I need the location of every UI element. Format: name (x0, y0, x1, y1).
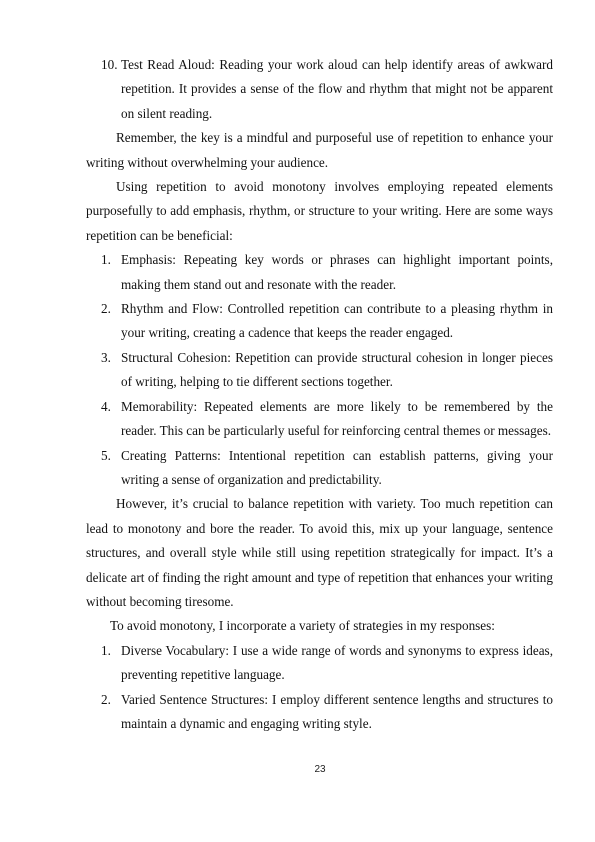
list-item-number: 5. (101, 447, 111, 463)
numbered-list-benefits (86, 248, 553, 492)
list-item-number: 4. (101, 398, 111, 414)
list-item-text: Memorability: Repeated elements are more likely to be remembered by the reader. This can be particularly useful for reinforcing central themes or messages. (121, 398, 553, 439)
list-item-number: 2. (101, 301, 111, 317)
list-item (86, 53, 553, 126)
list-item (86, 346, 553, 395)
list-item (86, 688, 553, 737)
document-page (86, 53, 553, 736)
list-item (86, 297, 553, 346)
list-item-number: 1. (101, 252, 111, 268)
page-number: 23 (314, 764, 326, 775)
list-item-text: Diverse Vocabulary: I use a wide range of words and synonyms to express ideas, preventing repetitive language. (121, 642, 553, 683)
list-item-number: 2. (101, 691, 111, 707)
paragraph-remember: Remember, the key is a mindful and purposeful use of repetition to enhance your writing without overwhelming your audience. (86, 130, 553, 170)
list-item (86, 444, 553, 493)
list-item-text: Creating Patterns: Intentional repetition can establish patterns, giving your writing a sense of organization and predictability. (121, 447, 553, 487)
list-item (86, 248, 553, 297)
list-item-text: Varied Sentence Structures: I employ different sentence lengths and structures to maintain a dynamic and engaging writing style. (121, 691, 553, 731)
numbered-list-strategies (86, 639, 553, 737)
paragraph-avoid-monotony: To avoid monotony, I incorporate a variety of strategies in my responses: (110, 618, 495, 634)
list-item-number: 3. (101, 349, 111, 365)
paragraph-using-repetition: Using repetition to avoid monotony involves employing repeated elements purposefully to add emphasis, rhythm, or structure to your writing. Here are some ways repetition can be beneficial: (86, 179, 553, 243)
list-item-number: 10. (101, 57, 118, 72)
list-item (86, 395, 553, 444)
list-item-number: 1. (101, 642, 111, 658)
list-item (86, 639, 553, 688)
list-item-text: Rhythm and Flow: Controlled repetition can contribute to a pleasing rhythm in your writing, creating a cadence that keeps the reader engaged. (121, 301, 553, 341)
numbered-list-tips (86, 53, 553, 126)
list-item-text: Test Read Aloud: Reading your work aloud can help identify areas of awkward repetition. It provides a sense of the flow and rhythm that might not be apparent on silent reading. (121, 57, 553, 121)
paragraph-however: However, it’s crucial to balance repetition with variety. Too much repetition can lead to monotony and bore the reader. To avoid this, mix up your language, sentence structures, and overall style while still using repetition strategically for impact. It’s a delicate art of finding the right amount and type of repetition that enhances your writing without becoming tiresome. (86, 496, 553, 609)
list-item-text: Emphasis: Repeating key words or phrases can highlight important points, making them stand out and resonate with the reader. (121, 252, 553, 292)
list-item-text: Structural Cohesion: Repetition can provide structural cohesion in longer pieces of writing, helping to tie different sections together. (121, 349, 553, 390)
